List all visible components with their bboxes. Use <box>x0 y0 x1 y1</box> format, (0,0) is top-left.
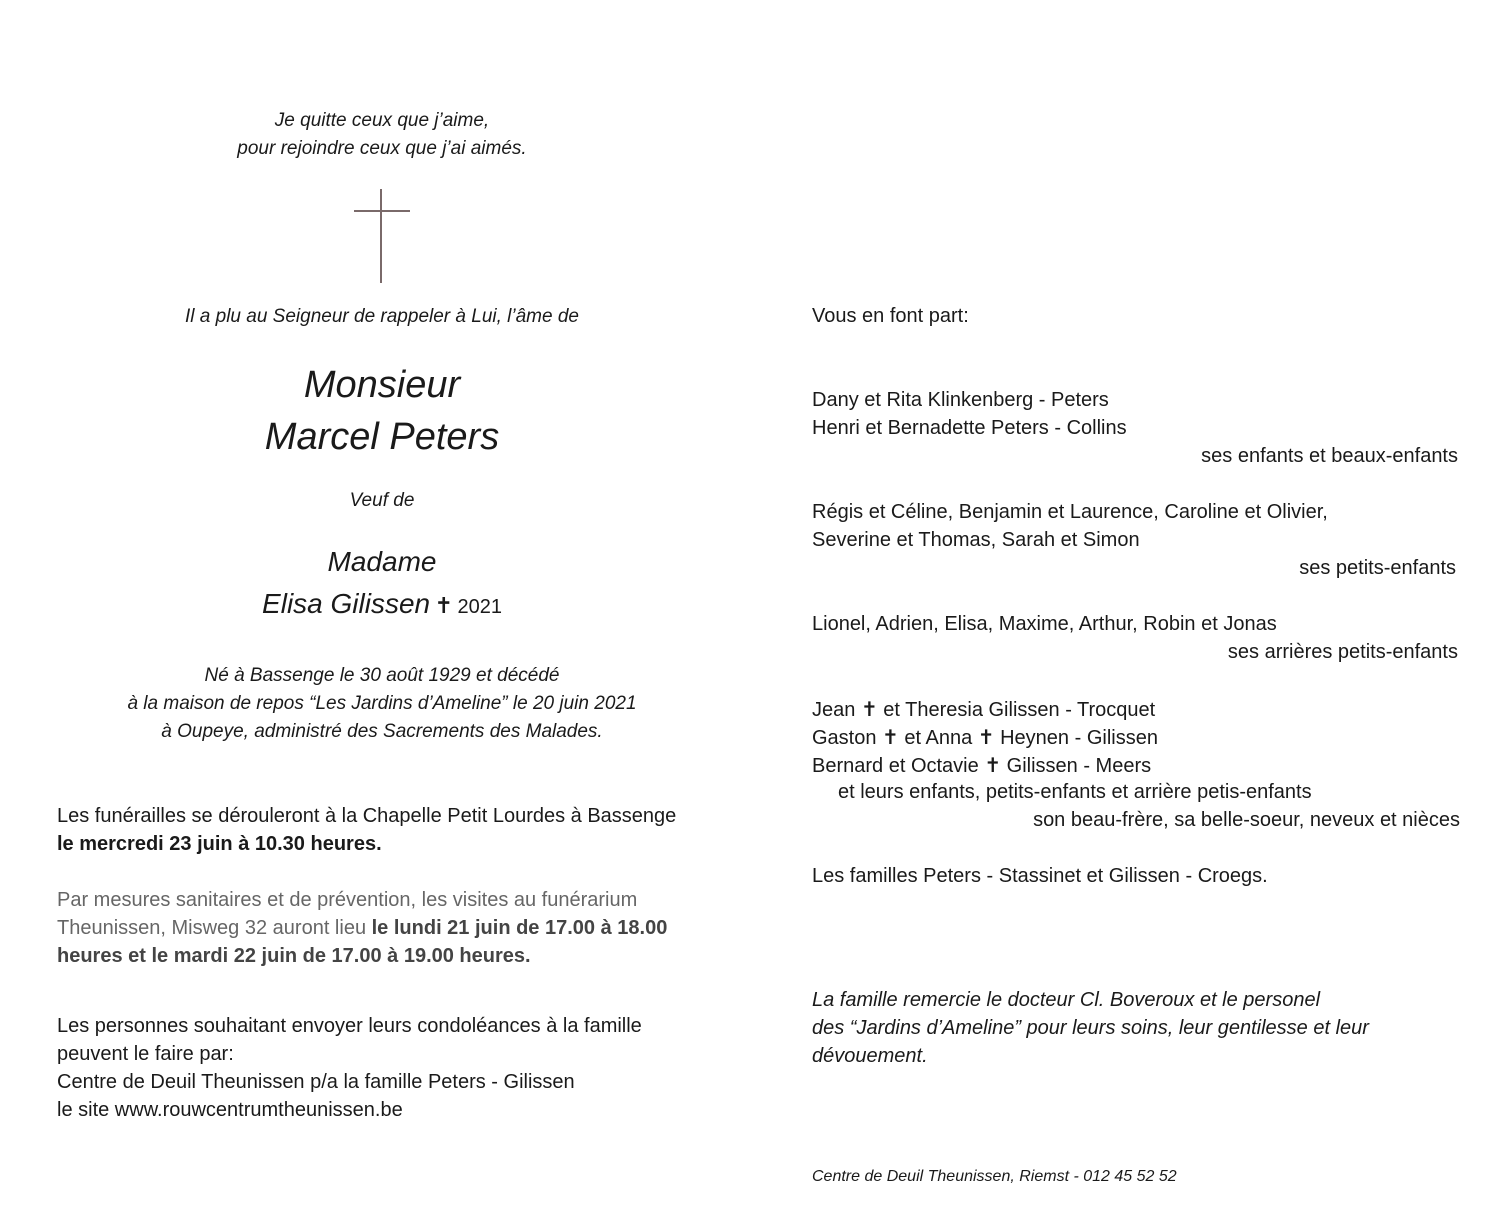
children-line-1: Dany et Rita Klinkenberg - Peters <box>812 389 1109 411</box>
spouse-name: Elisa Gilissen <box>262 588 431 619</box>
inlaws-line-3 <box>812 753 1151 778</box>
visit-line-1: Par mesures sanitaires et de prévention, les visites au funérarium <box>57 889 638 911</box>
condo-line-1: Les personnes souhaitant envoyer leurs condoléances à la famille <box>57 1015 642 1037</box>
visit-line-2-bold: le lundi 21 juin de 17.00 à 18.00 <box>371 917 668 939</box>
epigraph-line-2: pour rejoindre ceux que j’ai aimés. <box>237 138 527 159</box>
spouse-title: Madame <box>327 546 437 577</box>
inlaws-text: Gilissen - Meers <box>1001 755 1152 777</box>
greatgrandchildren-role: ses arrières petits-enfants <box>1227 641 1458 663</box>
intro-text: Il a plu au Seigneur de rappeler à Lui, l’âme de <box>185 306 579 327</box>
inlaws-text: et Anna <box>898 727 978 749</box>
deceased-title: Monsieur <box>303 364 461 406</box>
inlaws-text: Jean <box>812 699 861 721</box>
spouse-line <box>182 588 582 620</box>
inlaws-line-1 <box>812 697 1155 722</box>
thanks-line-2: des “Jardins d’Ameline” pour leurs soins, leur gentilesse et leur <box>812 1017 1369 1039</box>
footer-text: Centre de Deuil Theunissen, Riemst - 012 45 52 52 <box>812 1168 1177 1185</box>
children-role: ses enfants et beaux-enfants <box>1201 445 1458 467</box>
condo-line-3: Centre de Deuil Theunissen p/a la famille Peters - Gilissen <box>57 1071 575 1093</box>
announce-header: Vous en font part: <box>812 305 969 327</box>
spouse-year: 2021 <box>457 596 502 618</box>
funeral-line-1: Les funérailles se dérouleront à la Chapelle Petit Lourdes à Bassenge <box>57 805 677 827</box>
veuf-label: Veuf de <box>349 490 415 511</box>
birth-line-1: Né à Bassenge le 30 août 1929 et décédé <box>204 665 560 686</box>
dagger-icon: ✝ <box>882 727 899 749</box>
inlaws-text: Bernard et Octavie <box>812 755 985 777</box>
condo-line-4: le site www.rouwcentrumtheunissen.be <box>57 1099 403 1121</box>
deceased-name: Marcel Peters <box>264 416 500 458</box>
grandchildren-line-1: Régis et Céline, Benjamin et Laurence, Caroline et Olivier, <box>812 501 1328 523</box>
families-line: Les familles Peters - Stassinet et Gilissen - Croegs. <box>812 865 1268 887</box>
grandchildren-line-2: Severine et Thomas, Sarah et Simon <box>812 529 1140 551</box>
dagger-icon: ✝ <box>984 755 1002 777</box>
dagger-icon: ✝ <box>434 593 453 618</box>
greatgrandchildren-line: Lionel, Adrien, Elisa, Maxime, Arthur, Robin et Jonas <box>812 613 1277 635</box>
birth-line-3: à Oupeye, administré des Sacrements des Malades. <box>161 721 603 742</box>
inlaws-text: et Theresia Gilissen - Trocquet <box>877 699 1156 721</box>
funeral-line-2: le mercredi 23 juin à 10.30 heures. <box>57 833 382 855</box>
visit-line-2 <box>57 917 667 940</box>
visit-line-2-plain: Theunissen, Misweg 32 auront lieu <box>57 917 372 939</box>
condo-line-2: peuvent le faire par: <box>57 1043 234 1065</box>
inlaws-text: Gaston <box>812 727 883 749</box>
inlaws-line-2 <box>812 725 1158 750</box>
inlaws-role: son beau-frère, sa belle-soeur, neveux et nièces <box>1033 809 1460 831</box>
inlaws-line-4: et leurs enfants, petits-enfants et arrière petis-enfants <box>838 781 1312 803</box>
cross-icon <box>354 189 410 283</box>
thanks-line-1: La famille remercie le docteur Cl. Boveroux et le personel <box>812 989 1321 1011</box>
inlaws-text: Heynen - Gilissen <box>994 727 1158 749</box>
dagger-icon: ✝ <box>860 699 878 721</box>
thanks-line-3: dévouement. <box>812 1045 928 1067</box>
visit-line-3: heures et le mardi 22 juin de 17.00 à 19.00 heures. <box>57 945 531 967</box>
birth-line-2: à la maison de repos “Les Jardins d’Ameline” le 20 juin 2021 <box>127 693 637 714</box>
dagger-icon: ✝ <box>977 727 995 749</box>
grandchildren-role: ses petits-enfants <box>1299 557 1456 579</box>
epigraph-line-1: Je quitte ceux que j’aime, <box>274 110 490 131</box>
children-line-2: Henri et Bernadette Peters - Collins <box>812 417 1127 439</box>
